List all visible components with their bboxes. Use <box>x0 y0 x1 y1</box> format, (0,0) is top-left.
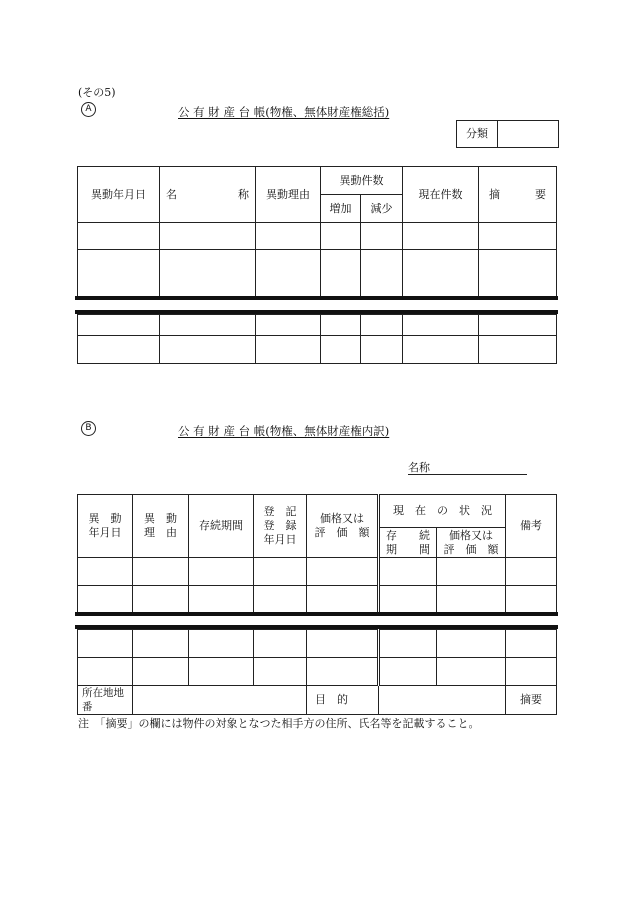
col-header-decrease: 減少 <box>361 195 403 223</box>
section-a-table <box>77 166 557 298</box>
section-b-marker: B <box>81 421 96 436</box>
name-field[interactable] <box>436 460 526 474</box>
b-col-header-cur-price-1: 価格又は <box>449 528 493 542</box>
section-b-title: 公 有 財 産 台 帳(物権、無体財産権内訳) <box>178 424 390 438</box>
section-a-break-top <box>75 296 558 300</box>
col-header-count-group: 異動件数 <box>321 167 403 195</box>
col-header-name-1: 名 <box>166 187 177 201</box>
col-header-increase: 増加 <box>321 195 361 223</box>
section-b-table <box>77 494 557 615</box>
section-a-marker: A <box>81 102 96 117</box>
table-row <box>78 586 557 615</box>
section-b-table-continued <box>77 629 557 715</box>
footnote: 注 「摘要」の欄には物件の対象となつた相手方の住所、氏名等を記載すること。 <box>78 717 480 730</box>
location-value[interactable] <box>133 686 307 715</box>
classification-value[interactable] <box>498 121 559 148</box>
b-col-header-registration <box>254 495 307 558</box>
classification-label: 分類 <box>457 121 498 148</box>
col-header-date: 異動年月日 <box>78 167 160 223</box>
section-a-title: 公 有 財 産 台 帳(物権、無体財産権総括) <box>178 105 390 119</box>
col-header-summary-1: 摘 <box>489 187 500 201</box>
summary-label: 摘要 <box>506 686 557 715</box>
b-col-header-price-2: 評 価 額 <box>314 526 370 539</box>
purpose-label: 目 的 <box>307 686 379 715</box>
b-col-header-date <box>78 495 133 558</box>
col-header-summary <box>479 167 557 223</box>
b-col-header-cur-price-2: 評 価 額 <box>443 542 499 556</box>
page-label: (その5) <box>78 86 116 99</box>
name-label: 名称 <box>408 461 430 474</box>
b-col-header-date-2: 年月日 <box>88 526 122 539</box>
table-row <box>78 658 557 686</box>
b-col-header-reg-3: 年月日 <box>263 533 297 546</box>
b-col-header-reg-2: 登 録 <box>263 519 297 532</box>
b-col-header-duration: 存続期間 <box>189 495 254 558</box>
col-header-name-2: 称 <box>238 187 249 201</box>
table-row <box>78 250 557 298</box>
b-col-header-reason-2: 理 由 <box>144 526 177 539</box>
b-col-header-reason-1: 異 動 <box>144 512 177 525</box>
b-col-header-price-1: 価格又は <box>320 512 364 525</box>
classification-box <box>456 120 559 148</box>
table-row <box>78 630 557 658</box>
b-col-header-remarks: 備考 <box>506 495 557 558</box>
name-underline <box>408 474 527 475</box>
b-col-header-date-1: 異 動 <box>88 512 122 525</box>
col-header-name <box>160 167 256 223</box>
b-col-header-price <box>307 495 379 558</box>
location-label: 所在地地番 <box>78 686 133 715</box>
section-a-table-continued <box>77 314 557 364</box>
b-col-header-cur-price <box>437 528 506 558</box>
b-col-header-cur-duration-2: 期 間 <box>386 542 430 556</box>
b-col-header-reg-1: 登 記 <box>263 505 297 518</box>
table-row <box>78 315 557 336</box>
table-row <box>78 558 557 586</box>
location-row <box>78 686 557 715</box>
b-col-header-cur-duration <box>379 528 437 558</box>
b-col-header-status-group: 現 在 の 状 況 <box>379 495 506 528</box>
b-col-header-reason <box>133 495 189 558</box>
purpose-value[interactable] <box>379 686 506 715</box>
section-b-break-top <box>75 612 558 616</box>
col-header-reason: 異動理由 <box>256 167 321 223</box>
col-header-summary-2: 要 <box>535 187 546 201</box>
b-col-header-cur-duration-1: 存 続 <box>386 528 430 542</box>
col-header-current: 現在件数 <box>403 167 479 223</box>
table-row <box>78 336 557 364</box>
table-row <box>78 223 557 250</box>
